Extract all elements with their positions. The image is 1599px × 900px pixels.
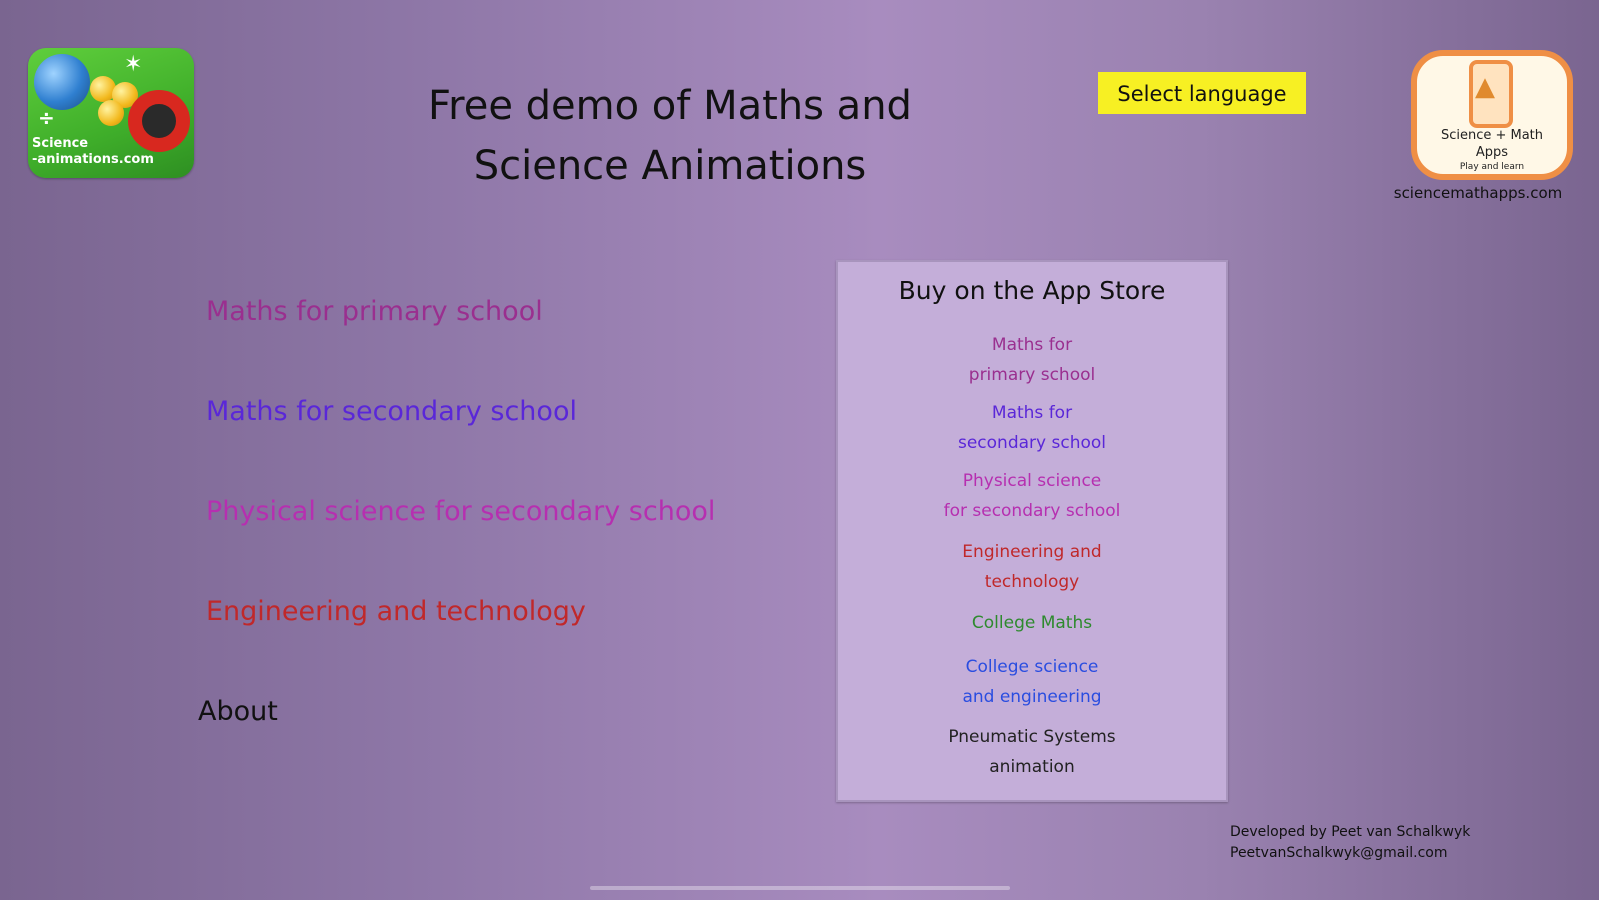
graduation-cap-icon: ▲	[1475, 72, 1495, 102]
developer-credit	[1230, 822, 1470, 864]
store-link-physical-science[interactable]: Physical science for secondary school	[943, 471, 1121, 521]
right-logo-line1: Science + Math	[1440, 128, 1544, 143]
globe-icon	[34, 54, 90, 110]
store-link-college-maths[interactable]: College Maths	[971, 613, 1093, 633]
left-logo-text	[32, 136, 154, 168]
menu-item-maths-primary[interactable]: Maths for primary school	[206, 296, 543, 327]
store-link-maths-primary[interactable]: Maths for primary school	[968, 335, 1096, 385]
left-logo-text-line2: -animations.com	[32, 152, 154, 167]
right-logo-caption[interactable]: sciencemathapps.com	[1393, 184, 1563, 202]
menu-item-maths-secondary[interactable]: Maths for secondary school	[206, 396, 577, 427]
page-title-line2: Science Animations	[473, 143, 867, 189]
page-title	[330, 76, 1010, 196]
math-symbol-icon: ÷	[38, 106, 55, 130]
store-panel-title: Buy on the App Store	[898, 276, 1166, 305]
store-link-college-science[interactable]: College science and engineering	[962, 657, 1102, 707]
sparkle-icon: ✶	[124, 52, 143, 77]
select-language-button[interactable]: Select language	[1098, 72, 1306, 114]
right-logo-line3: Play and learn	[1459, 162, 1525, 172]
right-logo-line2: Apps	[1475, 145, 1509, 160]
science-animations-logo[interactable]	[28, 48, 194, 178]
menu-item-engineering[interactable]: Engineering and technology	[206, 596, 586, 627]
store-link-engineering[interactable]: Engineering and technology	[962, 542, 1102, 592]
home-indicator	[590, 886, 1010, 890]
developer-name: Developed by Peet van Schalkwyk	[1230, 824, 1471, 840]
developer-email[interactable]: PeetvanSchalkwyk@gmail.com	[1230, 845, 1448, 861]
store-link-maths-secondary[interactable]: Maths for secondary school	[957, 403, 1106, 453]
science-math-apps-logo[interactable]	[1411, 50, 1573, 180]
app-store-panel	[836, 260, 1228, 802]
menu-item-physical-science[interactable]: Physical science for secondary school	[206, 496, 716, 527]
page-title-line1: Free demo of Maths and	[428, 83, 912, 129]
left-logo-text-line1: Science	[32, 136, 89, 151]
store-link-pneumatic[interactable]: Pneumatic Systems animation	[948, 727, 1116, 777]
menu-item-about[interactable]: About	[198, 696, 278, 727]
